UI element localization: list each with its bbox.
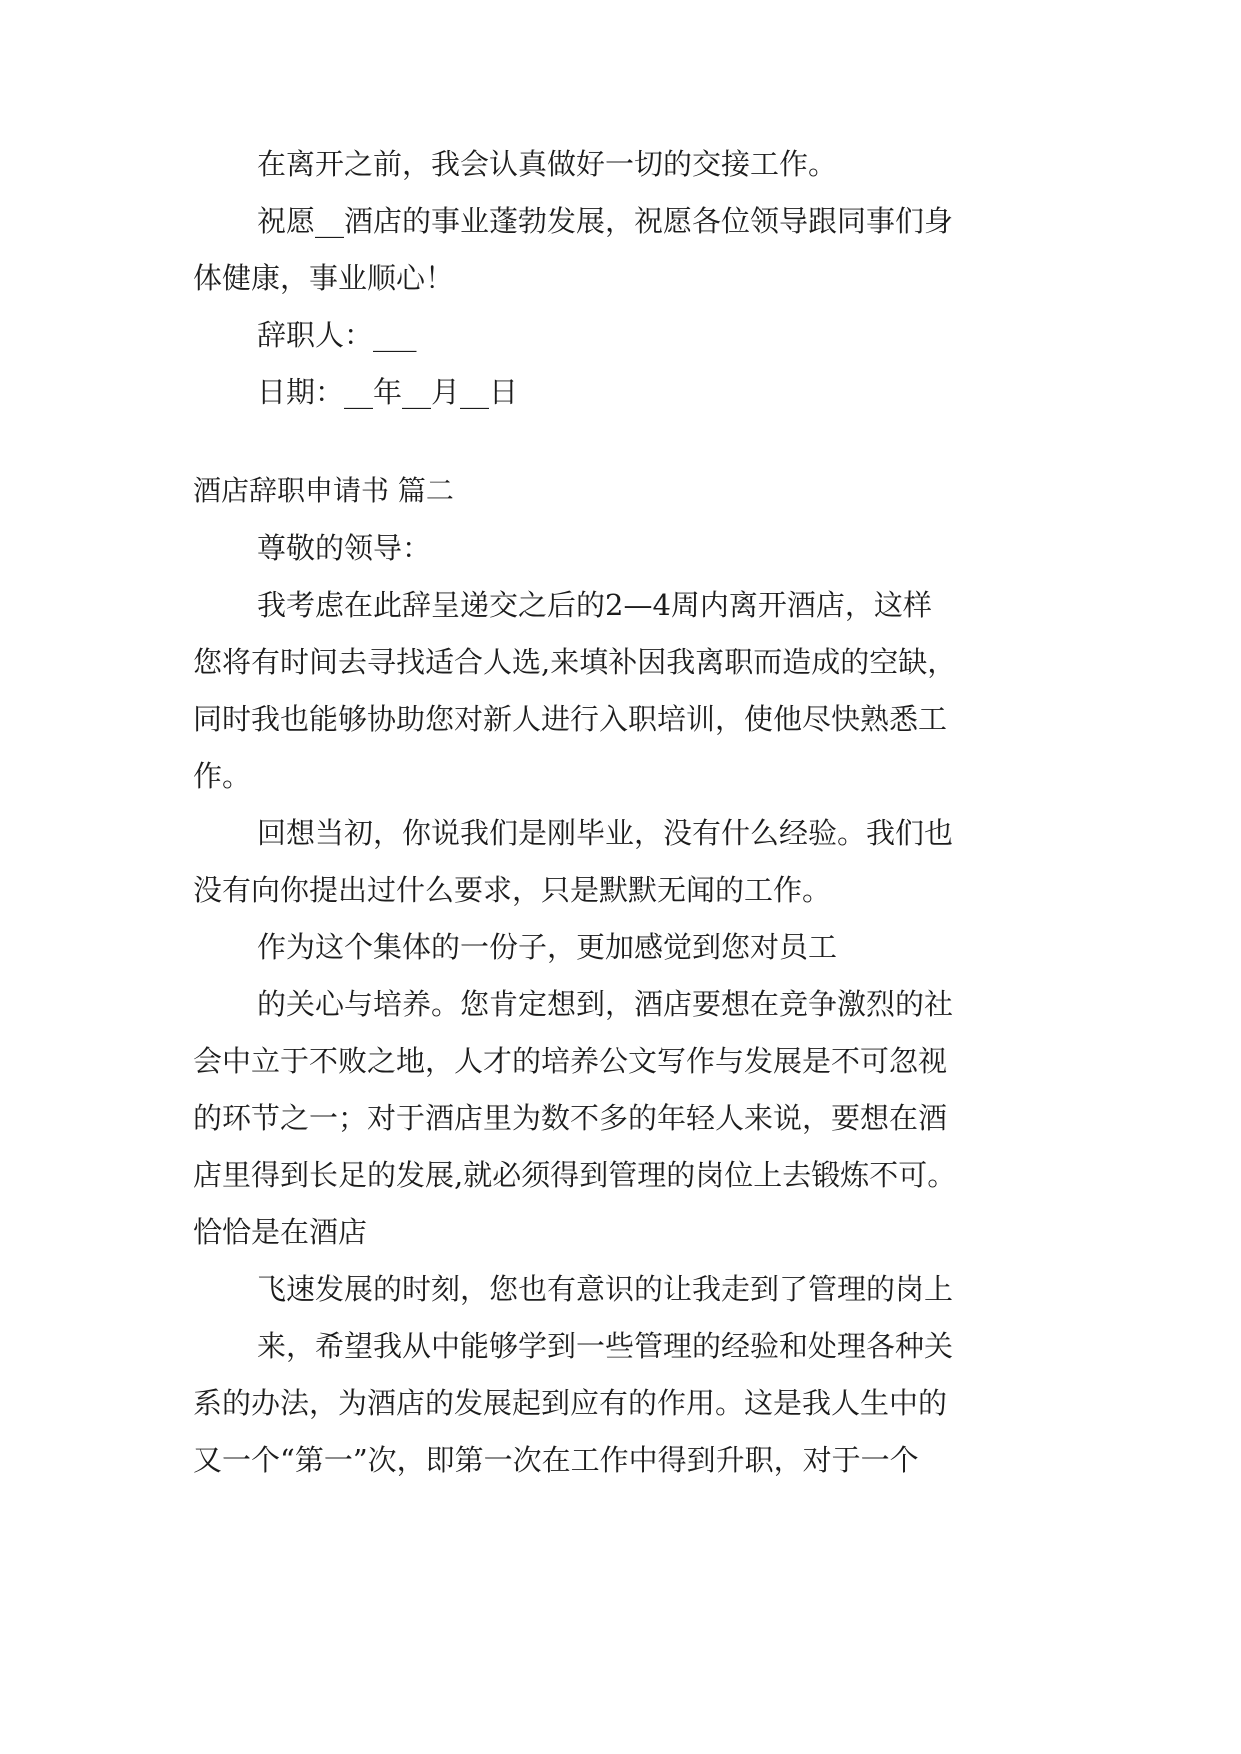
- paragraph-line: 系的办法，为酒店的发展起到应有的作用。这是我人生中的: [193, 1386, 948, 1420]
- paragraph-line: 作。: [193, 759, 252, 793]
- paragraph-line: 我考虑在此辞呈递交之后的2—4周内离开酒店，这样: [257, 588, 932, 622]
- paragraph-line: 没有向你提出过什么要求，只是默默无闻的工作。: [193, 873, 832, 907]
- paragraph-line: 飞速发展的时刻，您也有意识的让我走到了管理的岗上: [257, 1272, 954, 1306]
- section-heading: 酒店辞职申请书 篇二: [193, 474, 454, 507]
- paragraph-line: 的关心与培养。您肯定想到，酒店要想在竞争激烈的社: [257, 987, 954, 1021]
- paragraph-line: 祝愿__酒店的事业蓬勃发展，祝愿各位领导跟同事们身: [257, 204, 954, 238]
- paragraph-line: 店里得到长足的发展,就必须得到管理的岗位上去锻炼不可。: [193, 1158, 957, 1192]
- paragraph-line: 又一个“第一”次，即第一次在工作中得到升职，对于一个: [193, 1443, 919, 1477]
- paragraph-line: 恰恰是在酒店: [193, 1215, 368, 1249]
- paragraph-line: 在离开之前，我会认真做好一切的交接工作。: [257, 147, 838, 181]
- paragraph-line: 您将有时间去寻找适合人选,来填补因我离职而造成的空缺，: [193, 645, 957, 679]
- paragraph-line: 作为这个集体的一份子，更加感觉到您对员工: [257, 930, 838, 964]
- signature-line: 辞职人：___: [257, 318, 417, 352]
- date-line: 日期：__年__月__日: [257, 375, 519, 409]
- paragraph-line: 来，希望我从中能够学到一些管理的经验和处理各种关: [257, 1329, 954, 1363]
- paragraph-line: 体健康，事业顺心！: [193, 261, 455, 295]
- paragraph-line: 会中立于不败之地，人才的培养公文写作与发展是不可忽视: [193, 1044, 948, 1078]
- paragraph-line: 的环节之一；对于酒店里为数不多的年轻人来说，要想在酒: [193, 1101, 948, 1135]
- paragraph-line: 同时我也能够协助您对新人进行入职培训，使他尽快熟悉工: [193, 702, 948, 736]
- salutation-line: 尊敬的领导：: [257, 531, 432, 565]
- paragraph-line: 回想当初，你说我们是刚毕业，没有什么经验。我们也: [257, 816, 954, 850]
